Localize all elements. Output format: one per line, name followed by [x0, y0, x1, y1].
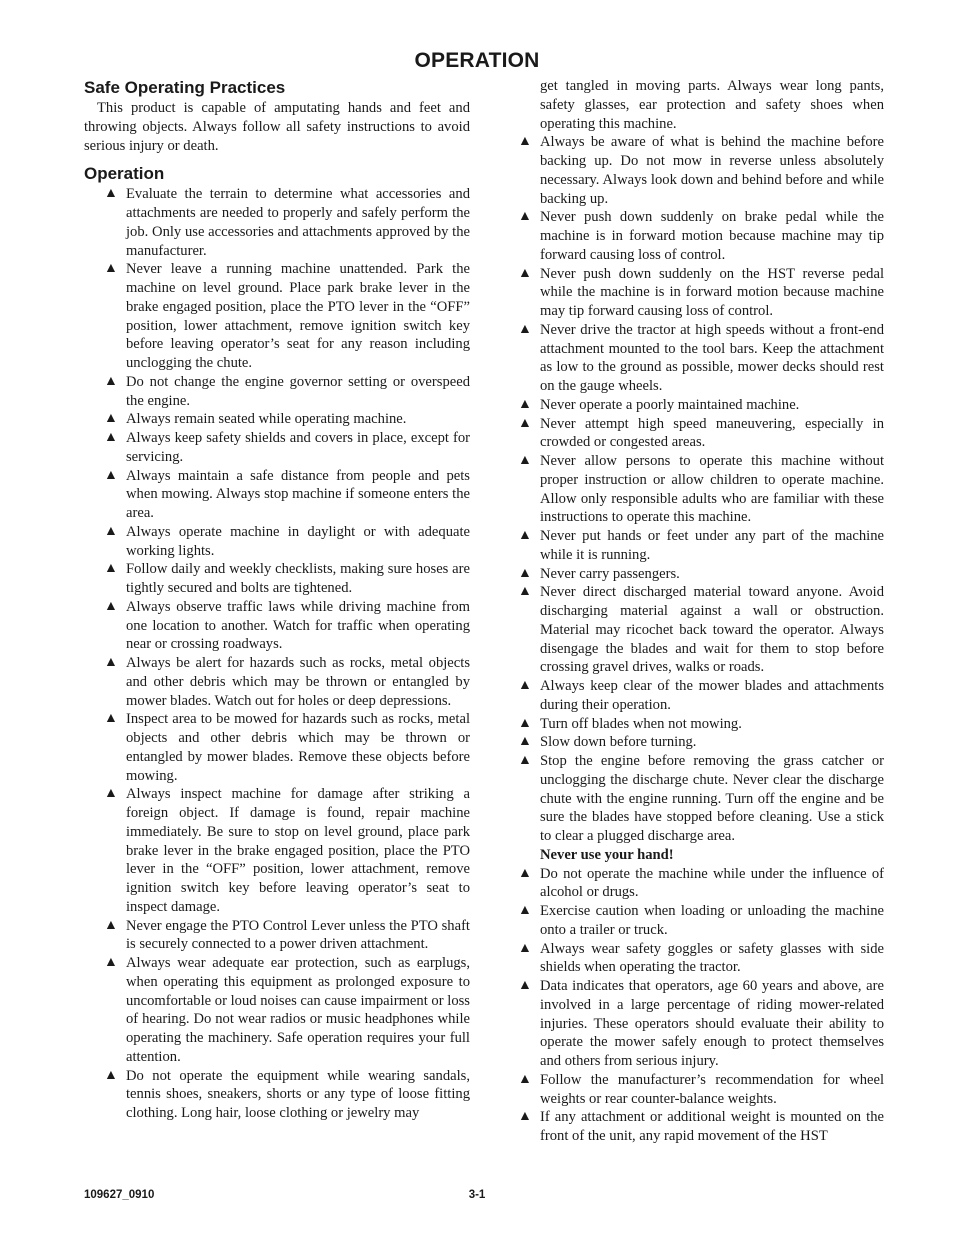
list-item-text: Never engage the PTO Control Lever unless the PTO shaft is securely connected to a power driven attachment.	[126, 917, 470, 953]
list-item-text: Follow the manufacturer’s recommendation for wheel weights or rear counter-balance weights.	[540, 1071, 884, 1107]
warning-triangle-icon: ▲	[518, 415, 532, 431]
list-item	[518, 977, 884, 1071]
list-item-text: Never direct discharged material toward anyone. Avoid discharging material against a wall or obstruction. Material may ricochet back toward the operator. Always disengage the blades and wait for them to stop before crossing gravel drives, walks or roads.	[540, 584, 884, 676]
list-item	[518, 208, 884, 264]
warning-triangle-icon: ▲	[104, 261, 118, 277]
list-item-text: Never leave a running machine unattended. Park the machine on level ground. Place park brake lever in the brake engaged position, place the PTO lever in the “OFF” position, lower attachment, remove ignition switch key before leaving operator’s seat for any reason including unclogging the chute.	[126, 261, 470, 371]
list-item-text: Never put hands or feet under any part of the machine while it is running.	[540, 528, 884, 563]
list-item	[518, 733, 884, 752]
list-item	[518, 415, 884, 453]
document-number: 109627_0910	[84, 1189, 155, 1201]
list-item-text: Turn off blades when not mowing.	[540, 715, 742, 732]
section-heading-operation: Operation	[84, 164, 165, 184]
warning-triangle-icon: ▲	[518, 565, 532, 581]
warning-triangle-icon: ▲	[104, 430, 118, 445]
warning-triangle-icon: ▲	[104, 411, 118, 427]
list-item-text: Never push down suddenly on brake pedal while the machine is in forward motion because machine may tip forward causing loss of control.	[540, 209, 884, 263]
list-item-text: Always wear safety goggles or safety glasses with side shields when operating the tractor.	[540, 940, 884, 976]
list-item-text: Slow down before turning.	[540, 734, 697, 751]
warning-triangle-icon: ▲	[518, 753, 532, 768]
warning-triangle-icon: ▲	[518, 903, 532, 918]
warning-triangle-icon: ▲	[104, 711, 118, 727]
list-item	[84, 429, 470, 467]
list-item	[84, 1067, 470, 1123]
list-item	[518, 396, 884, 415]
list-item	[518, 940, 884, 978]
warning-triangle-icon: ▲	[518, 321, 532, 337]
intro-paragraph: This product is capable of amputating hands and feet and throwing objects. Always follow all safety instructions to avoid serious injury or death.	[84, 100, 470, 154]
list-item	[84, 260, 470, 373]
list-item-text: Always observe traffic laws while driving machine from one location to another. Watch for traffic when operating near or crossing roadways.	[126, 598, 470, 653]
list-item	[84, 467, 470, 523]
bullet-list-right	[518, 133, 884, 1146]
list-item	[518, 1108, 884, 1146]
list-item-text: Always keep safety shields and covers in place, except for servicing.	[126, 430, 470, 465]
list-item	[518, 677, 884, 715]
warning-triangle-icon: ▲	[518, 453, 532, 468]
list-item-text: Always be alert for hazards such as rocks, metal objects and other debris which may be thrown or entangled by mower blades. Watch out for holes or deep depressions.	[126, 655, 470, 709]
page-title: OPERATION	[414, 49, 540, 72]
warning-triangle-icon: ▲	[104, 523, 118, 539]
list-item	[84, 410, 470, 429]
continued-text: get tangled in moving parts. Always wear long pants, safety glasses, ear protection and safety shoes when operating this machine.	[540, 78, 884, 132]
list-item-text: Always maintain a safe distance from people and pets when mowing. Always stop machine if someone enters the area.	[126, 467, 470, 521]
left-column	[84, 77, 470, 1123]
list-item	[518, 133, 884, 208]
warning-triangle-icon: ▲	[518, 1109, 532, 1125]
list-item	[518, 583, 884, 677]
list-item	[84, 373, 470, 411]
warning-triangle-icon: ▲	[518, 209, 532, 225]
warning-triangle-icon: ▲	[518, 265, 532, 281]
warning-triangle-icon: ▲	[104, 917, 118, 933]
list-item-text: Always inspect machine for damage after striking a foreign object. If damage is found, repair machine immediately. Be sure to stop on level ground, place park brake lever in the brake engaged position, place the PTO lever in the “OFF” position, lower attachment, remove ignition switch key before leaving operator’s seat to inspect damage.	[126, 786, 470, 915]
list-item	[518, 715, 884, 734]
list-item	[84, 185, 470, 260]
list-item-text: Data indicates that operators, age 60 years and above, are involved in a large percentage of riding mower-related injuries. These operators should evaluate their ability to operate the mower safely enough to protect themselves and others from serious injury.	[540, 978, 884, 1069]
list-item	[518, 265, 884, 321]
list-item-text: Exercise caution when loading or unloading the machine onto a trailer or truck.	[540, 903, 884, 938]
warning-triangle-icon: ▲	[518, 396, 532, 412]
warning-triangle-icon: ▲	[518, 978, 532, 993]
bold-warning-note: Never use your hand!	[540, 846, 674, 863]
page-number: 3-1	[468, 1189, 486, 1201]
list-item-text: Never attempt high speed maneuvering, especially in crowded or congested areas.	[540, 415, 884, 451]
list-item	[518, 752, 884, 865]
list-item	[84, 710, 470, 785]
warning-triangle-icon: ▲	[104, 186, 118, 202]
list-item-text: Evaluate the terrain to determine what accessories and attachments are needed to properly and safely perform the job. Only use accessories and attachments approved by the manufacturer.	[126, 186, 470, 259]
list-item	[84, 917, 470, 955]
list-item-text: Do not change the engine governor setting or overspeed the engine.	[126, 373, 470, 409]
warning-triangle-icon: ▲	[518, 584, 532, 600]
list-item	[518, 527, 884, 565]
list-item	[84, 785, 470, 916]
list-item-text: Always operate machine in daylight or with adequate working lights.	[126, 523, 470, 559]
warning-triangle-icon: ▲	[518, 865, 532, 881]
warning-triangle-icon: ▲	[518, 528, 532, 543]
list-item-text: Follow daily and weekly checklists, making sure hoses are tightly secured and bolts are tightened.	[126, 561, 470, 596]
warning-triangle-icon: ▲	[104, 373, 118, 389]
list-item	[518, 865, 884, 903]
list-item-text: Never carry passengers.	[540, 565, 680, 582]
list-item-text: Never drive the tractor at high speeds without a front-end attachment mounted to the tool bars. Keep the attachment as low to the ground as possible, mower decks should rest on the gauge wheels.	[540, 321, 884, 394]
list-item-text: Stop the engine before removing the grass catcher or unclogging the discharge chute. Never clear the discharge chute with the engine running. Turn off the engine and be sure the blades have stopped before cleaning. Use a stick to clear a plugged discharge area.	[540, 753, 884, 844]
list-item	[518, 321, 884, 396]
list-item	[518, 565, 884, 584]
warning-triangle-icon: ▲	[104, 955, 118, 970]
list-item-text: Never push down suddenly on the HST reverse pedal while the machine is in forward motion because machine may tip forward causing loss of control.	[540, 265, 884, 319]
list-item-text: Inspect area to be mowed for hazards such as rocks, metal objects and other debris which may be thrown or entangled by mower blades. Remove these objects before mowing.	[126, 711, 470, 784]
warning-triangle-icon: ▲	[518, 715, 532, 731]
list-item-text: Never operate a poorly maintained machine.	[540, 396, 800, 413]
list-item	[84, 523, 470, 561]
list-item-text: Always be aware of what is behind the machine before backing up. Do not mow in reverse unless absolutely necessary. Always look down and behind before and while backing up.	[540, 134, 884, 207]
list-item	[84, 954, 470, 1067]
warning-triangle-icon: ▲	[104, 467, 118, 483]
list-item-text: Always wear adequate ear protection, such as earplugs, when operating this equipment as prolonged exposure to uncomfortable or loud noises can cause impairment or loss of hearing. Do not wear radios or music headphones while operating the machinery. Safe operation requires your full attention.	[126, 955, 470, 1065]
list-item	[84, 560, 470, 598]
list-item	[84, 654, 470, 710]
bullet-list-left	[84, 185, 470, 1123]
list-item-text: Always keep clear of the mower blades and attachments during their operation.	[540, 678, 884, 713]
warning-triangle-icon: ▲	[518, 1071, 532, 1087]
list-item	[84, 598, 470, 654]
warning-triangle-icon: ▲	[104, 655, 118, 670]
warning-triangle-icon: ▲	[518, 678, 532, 693]
warning-triangle-icon: ▲	[518, 734, 532, 750]
warning-triangle-icon: ▲	[104, 786, 118, 802]
list-item-text: Always remain seated while operating machine.	[126, 411, 407, 428]
list-item	[518, 1071, 884, 1109]
list-item-text: Do not operate the equipment while wearing sandals, tennis shoes, sneakers, shorts or any type of loose fitting clothing. Long hair, loose clothing or jewelry may	[126, 1067, 470, 1121]
list-item	[518, 902, 884, 940]
warning-triangle-icon: ▲	[104, 1067, 118, 1083]
list-item	[518, 452, 884, 527]
section-heading-safe-operating-practices: Safe Operating Practices	[84, 78, 286, 97]
list-item-text: Never allow persons to operate this machine without proper instruction or allow children to operate machine. Allow only responsible adults who are familiar with these instructions to operate this machine.	[540, 453, 884, 526]
warning-triangle-icon: ▲	[518, 940, 532, 956]
list-item-text: If any attachment or additional weight is mounted on the front of the unit, any rapid movement of the HST	[540, 1109, 884, 1144]
list-item-text: Do not operate the machine while under the influence of alcohol or drugs.	[540, 865, 884, 901]
warning-triangle-icon: ▲	[104, 598, 118, 614]
warning-triangle-icon: ▲	[518, 134, 532, 150]
right-column	[518, 77, 884, 1146]
warning-triangle-icon: ▲	[104, 561, 118, 577]
